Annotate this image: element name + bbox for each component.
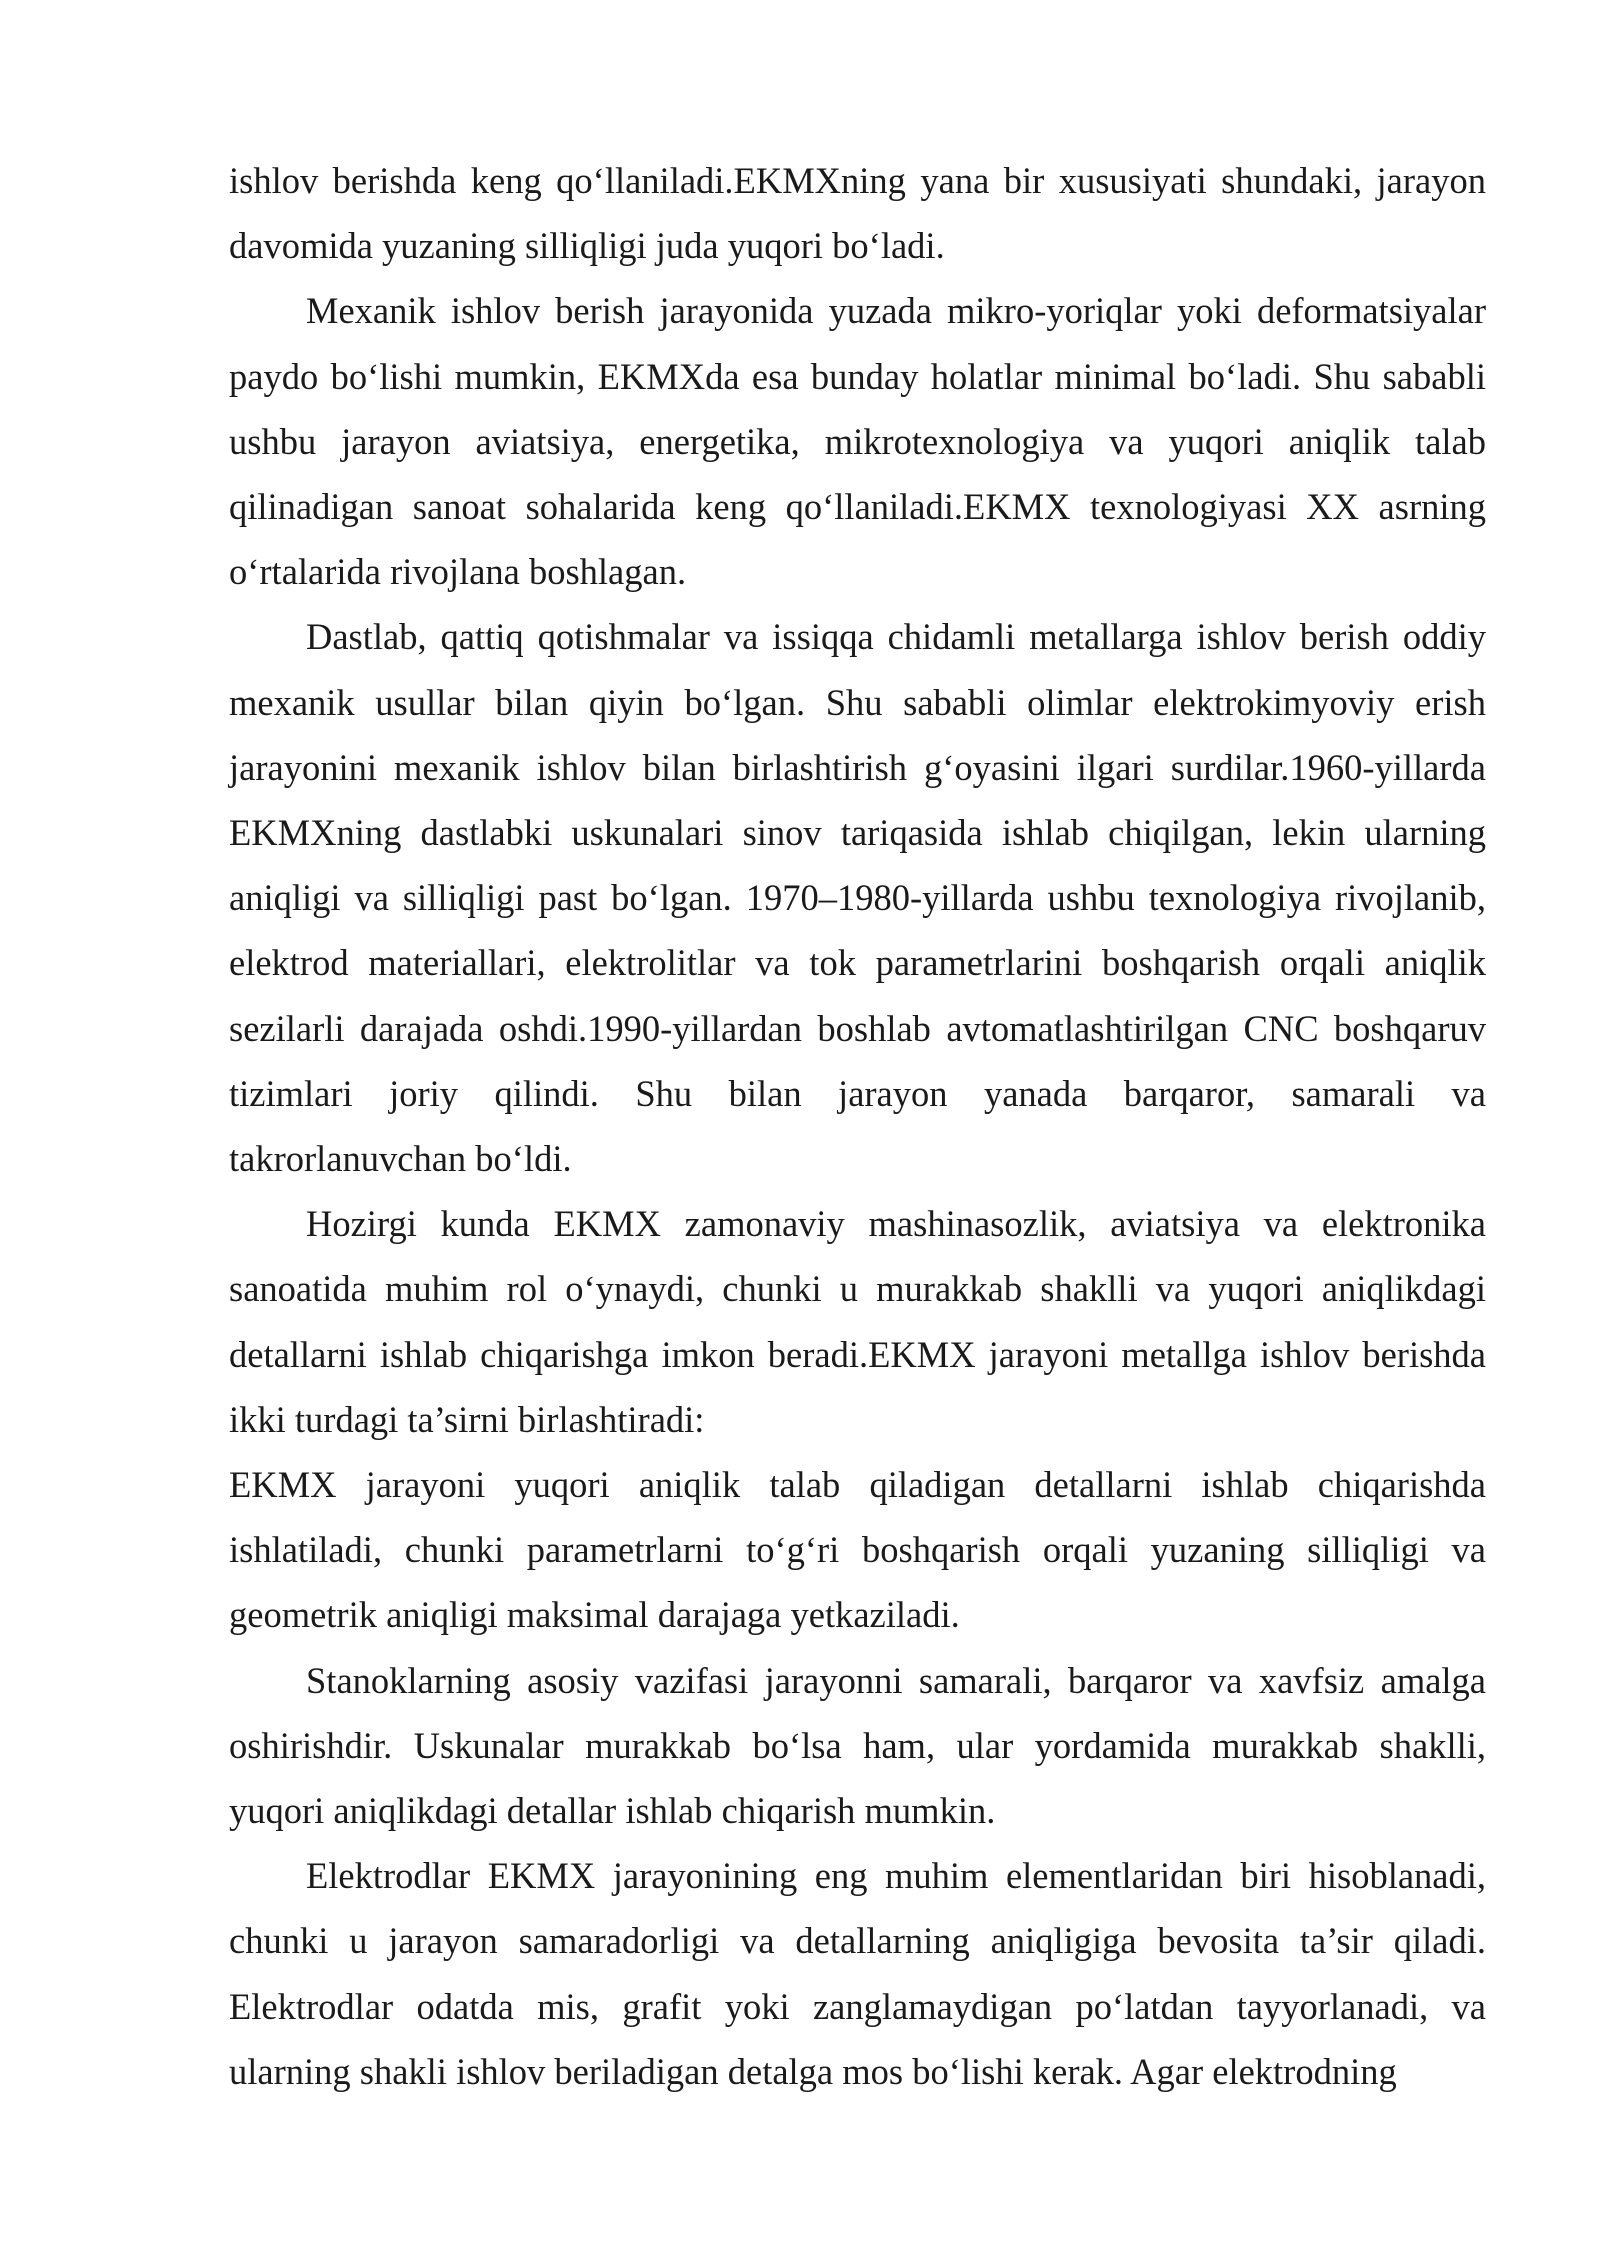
- paragraph-3: Dastlab, qattiq qotishmalar va issiqqa chidamli metallarga ishlov berish oddiy mexanik usullar bilan qiyin bo‘lgan. Shu sababli olimlar elektrokimyoviy erish jarayonini mexanik ishlov bilan birlashtirish g‘oyasini ilgari surdilar.1960-yillarda EKMXning dastlabki uskunalari sinov tariqasida ishlab chiqilgan, lekin ularning aniqligi va silliqligi past bo‘lgan. 1970–1980-yillarda ushbu texnologiya rivojlanib, elektrod materiallari, elektrolitlar va tok parametrlarini boshqarish orqali aniqlik sezilarli darajada oshdi.1990-yillardan boshlab avtomatlashtirilgan CNC boshqaruv tizimlari joriy qilindi. Shu bilan jarayon yanada barqaror, samarali va takrorlanuvchan bo‘ldi.: [229, 616, 1486, 1180]
- paragraph-7: Elektrodlar EKMX jarayonining eng muhim elementlaridan biri hisoblanadi, chunki u jarayon samaradorligi va detallarning aniqligiga bevosita ta’sir qiladi. Elektrodlar odatda mis, grafit yoki zanglamaydigan po‘latdan tayyorlanadi, va ularning shakli ishlov beriladigan detalga mos bo‘lishi kerak. Agar elektrodning: [229, 1855, 1486, 2092]
- paragraph-4: Hozirgi kunda EKMX zamonaviy mashinasozlik, aviatsiya va elektronika sanoatida muhim rol o‘ynaydi, chunki u murakkab shaklli va yuqori aniqlikdagi detallarni ishlab chiqarishga imkon beradi.EKMX jarayoni metallga ishlov berishda ikki turdagi ta’sirni birlashtiradi:: [229, 1203, 1486, 1440]
- paragraph-2: Mexanik ishlov berish jarayonida yuzada mikro-yoriqlar yoki deformatsiyalar paydo bo‘lishi mumkin, EKMXda esa bunday holatlar minimal bo‘ladi. Shu sababli ushbu jarayon aviatsiya, energetika, mikrotexnologiya va yuqori aniqlik talab qilinadigan sanoat sohalarida keng qo‘llaniladi.EKMX texnologiyasi XX asrning o‘rtalarida rivojlana boshlagan.: [229, 290, 1486, 593]
- paragraph-6: Stanoklarning asosiy vazifasi jarayonni samarali, barqaror va xavfsiz amalga oshirishdir. Uskunalar murakkab bo‘lsa ham, ular yordamida murakkab shaklli, yuqori aniqlikdagi detallar ishlab chiqarish mumkin.: [229, 1659, 1486, 1832]
- paragraph-5: EKMX jarayoni yuqori aniqlik talab qiladigan detallarni ishlab chiqarishda ishlatiladi, chunki parametrlarni to‘g‘ri boshqarish orqali yuzaning silliqligi va geometrik aniqligi maksimal darajaga yetkaziladi.: [229, 1464, 1486, 1636]
- paragraph-1: ishlov berishda keng qo‘llaniladi.EKMXning yana bir xususiyati shundaki, jarayon davomida yuzaning silliqligi juda yuqori bo‘ladi.: [229, 160, 1486, 267]
- document-body: [229, 148, 1486, 2104]
